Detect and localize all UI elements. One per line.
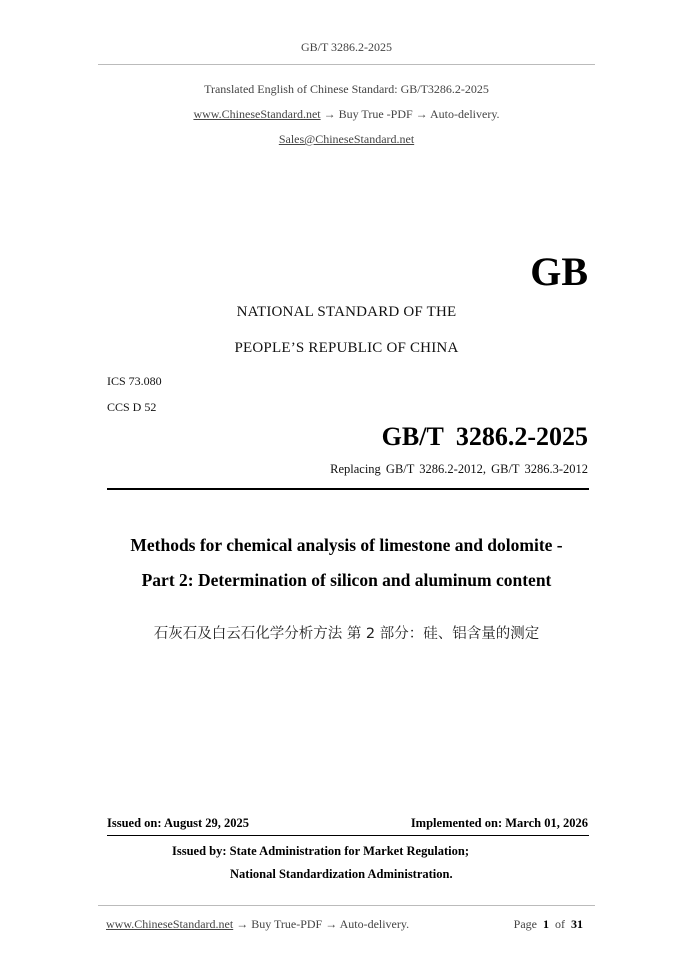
standard-number: GB/T 3286.2-2025 bbox=[381, 422, 588, 451]
site-link[interactable]: www.ChineseStandard.net bbox=[193, 107, 321, 121]
footer-site-link[interactable]: www.ChineseStandard.net bbox=[106, 917, 234, 931]
issued-on-date: Issued on: August 29, 2025 bbox=[107, 816, 250, 830]
page-of: of bbox=[555, 917, 565, 931]
footer-purchase-text: → Buy True-PDF → Auto-delivery. bbox=[236, 917, 410, 931]
ics-code: ICS 73.080 bbox=[107, 374, 162, 388]
ccs-code: CCS D 52 bbox=[107, 400, 157, 414]
gb-logo-mark: GB bbox=[530, 249, 588, 294]
page-number bbox=[514, 917, 583, 932]
running-header: GB/T 3286.2-2025 bbox=[300, 40, 393, 54]
title-line1: Methods for chemical analysis of limestone and dolomite - bbox=[130, 535, 563, 555]
chinese-title: 石灰石及白云石化学分析方法 第 2 部分：硅、铝含量的测定 bbox=[153, 626, 540, 642]
email-line bbox=[0, 132, 693, 147]
title-divider bbox=[107, 488, 589, 490]
page-label: Page bbox=[513, 917, 537, 931]
email-link[interactable]: Sales@ChineseStandard.net bbox=[278, 132, 415, 146]
title-line2: Part 2: Determination of silicon and aluminum content bbox=[141, 570, 552, 590]
footer-purchase-line bbox=[106, 917, 409, 932]
issued-by-line1: Issued by: State Administration for Market Regulation; bbox=[172, 844, 469, 858]
replacing-standards: Replacing GB/T 3286.2-2012, GB/T 3286.3-2012 bbox=[330, 462, 588, 476]
implemented-on-date: Implemented on: March 01, 2026 bbox=[410, 816, 588, 830]
footer-divider bbox=[98, 905, 595, 906]
translation-purchase-line bbox=[0, 107, 693, 122]
header-divider bbox=[98, 64, 595, 65]
national-standard-line2: PEOPLE’S REPUBLIC OF CHINA bbox=[234, 340, 459, 356]
purchase-text: → Buy True -PDF → Auto-delivery. bbox=[323, 107, 500, 121]
translation-notice: Translated English of Chinese Standard: GB/T3286.2-2025 bbox=[204, 82, 489, 96]
page-total: 31 bbox=[571, 917, 583, 931]
page-current: 1 bbox=[543, 917, 549, 931]
dates-divider bbox=[107, 835, 589, 836]
national-standard-line1: NATIONAL STANDARD OF THE bbox=[236, 304, 457, 320]
issued-by-line2: National Standardization Administration. bbox=[230, 867, 453, 881]
